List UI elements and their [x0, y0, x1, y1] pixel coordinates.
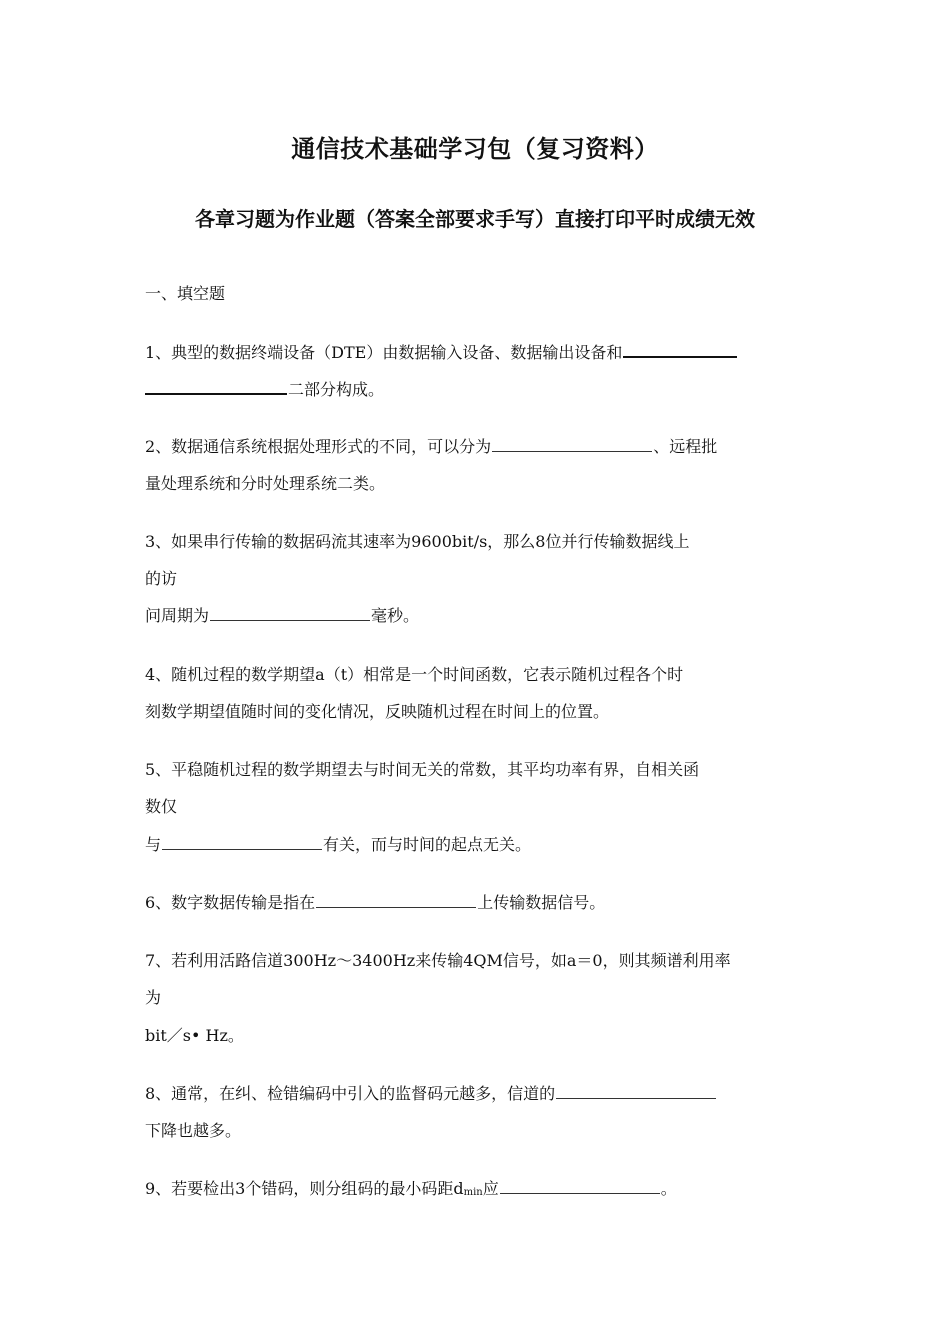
question-8-prefix: 8、通常，在纠、检错编码中引入的监督码元越多，信道的 [145, 1084, 556, 1103]
question-8-line-2: 下降也越多。 [145, 1121, 242, 1140]
question-5-prefix: 与 [145, 835, 162, 854]
question-2-prefix: 2、数据通信系统根据处理形式的不同，可以分为 [145, 437, 492, 456]
answer-blank [623, 336, 737, 358]
question-3-line-3 [145, 597, 815, 634]
answer-blank [145, 373, 287, 395]
question-6 [145, 884, 815, 921]
question-9-suffix: 。 [660, 1179, 677, 1198]
question-1-text: 1、典型的数据终端设备（DTE）由数据输入设备、数据输出设备和 [145, 343, 623, 362]
answer-blank [556, 1078, 716, 1099]
question-1-line-1 [145, 334, 815, 371]
document-title: 通信技术基础学习包（复习资料） [291, 134, 659, 163]
question-2-line-1 [145, 428, 815, 465]
question-4-line-1: 4、随机过程的数学期望a（t）相常是一个时间函数，它表示随机过程各个时 [145, 665, 684, 684]
answer-blank [500, 1173, 660, 1194]
question-3-suffix: 毫秒。 [371, 606, 420, 625]
question-9-mid: 应 [482, 1179, 499, 1198]
answer-blank [210, 600, 370, 621]
question-9-prefix: 9、若要检出3个错码，则分组码的最小码距d [145, 1179, 464, 1198]
document-subtitle: 各章习题为作业题（答案全部要求手写）直接打印平时成绩无效 [195, 207, 755, 231]
question-2-suffix: 、远程批 [653, 437, 718, 456]
question-1-suffix: 二部分构成。 [288, 380, 385, 399]
question-1-line-2 [145, 371, 815, 408]
answer-blank [162, 829, 322, 850]
answer-blank [492, 431, 652, 452]
question-9-subscript: min [463, 1187, 483, 1198]
question-7-line-3: bit／s• Hz。 [145, 1026, 244, 1045]
question-3-line-2: 的访 [145, 569, 178, 588]
question-7-line-2: 为 [145, 988, 162, 1007]
question-6-suffix: 上传输数据信号。 [477, 893, 606, 912]
section-heading: 一、填空题 [145, 284, 226, 303]
question-7-line-1: 7、若利用活路信道300Hz～3400Hz来传输4QM信号，如a＝0，则其频谱利用率 [145, 951, 731, 970]
question-5-line-1: 5、平稳随机过程的数学期望去与时间无关的常数，其平均功率有界，自相关函 [145, 760, 700, 779]
question-5-line-2: 数仅 [145, 797, 178, 816]
answer-blank [316, 887, 476, 908]
question-4-line-2: 刻数学期望值随时间的变化情况，反映随机过程在时间上的位置。 [145, 702, 610, 721]
question-5-suffix: 有关，而与时间的起点无关。 [323, 835, 532, 854]
question-2-line-2: 量处理系统和分时处理系统二类。 [145, 474, 386, 493]
question-9 [145, 1170, 815, 1211]
question-5-line-3 [145, 826, 815, 863]
question-8-line-1 [145, 1075, 815, 1112]
question-3-prefix: 问周期为 [145, 606, 210, 625]
question-6-prefix: 6、数字数据传输是指在 [145, 893, 316, 912]
question-3-line-1: 3、如果串行传输的数据码流其速率为9600bit/s，那么8位并行传输数据线上 [145, 532, 690, 551]
